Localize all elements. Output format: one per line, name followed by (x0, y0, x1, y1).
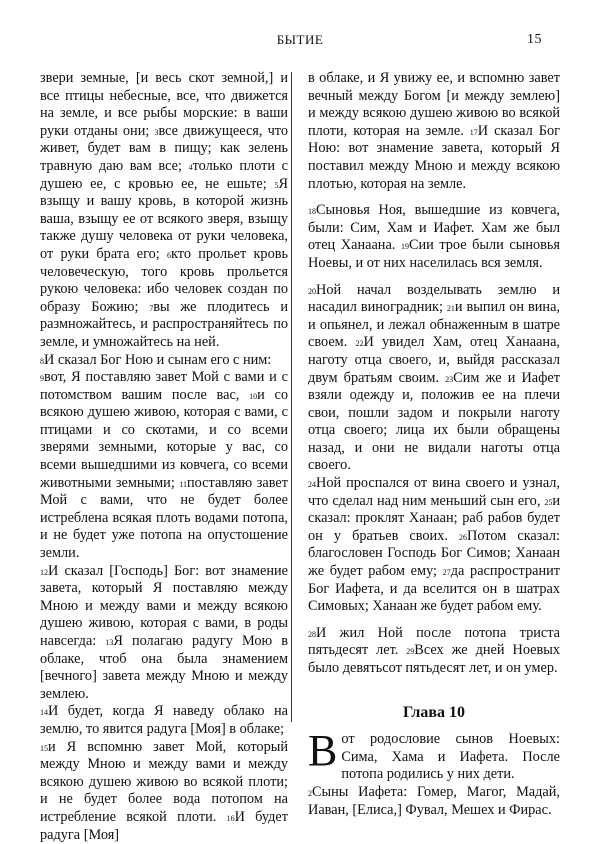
paragraph (40, 369, 288, 563)
paragraph (308, 726, 560, 784)
verse-text: и выпил он вина, и опьянел, и лежал обнаженным в шатре своем. (308, 299, 560, 351)
verse-number: 15 (40, 743, 48, 753)
verse-text: Сыны Иафета: Гомер, Магог, Мадай, Иаван, [Елиса,] Фувал, Мешех и Фирас. (308, 783, 560, 818)
verse-text: и сказал: проклят Ханаан; раб рабов будет он у братьев своих. (308, 492, 560, 544)
verse-text: Потом сказал: благословен Господь Бог Симов; Ханаан же будет рабом ему; (308, 527, 560, 580)
verse-number: 9 (40, 374, 44, 384)
verse-number: 21 (446, 304, 455, 314)
verse-number: 6 (167, 250, 172, 260)
book-title: БЫТИЕ (276, 32, 324, 47)
verse-number: 20 (308, 286, 316, 296)
verse-text: Я взыщу и вашу кровь, в которой жизнь ваша, взыщу ее от всякого зверя, взыщу также душу человека от руки человека, от руки брата его; (40, 175, 288, 262)
verse-number: 13 (105, 638, 114, 647)
verse-number: 10 (249, 391, 258, 401)
verse-number: 24 (308, 480, 316, 490)
verse-number: 7 (149, 303, 154, 313)
right-column (308, 70, 560, 819)
verse-text: поставляю завет Мой с вами, что не будет более истреблена всякая плоть водами потопа, и не будет уже потопа на опустошение земли. (40, 474, 288, 562)
verse-text: все движущееся, что живет, будет вам в пищу; как зелень травную даю вам все; (40, 122, 288, 174)
verse-text: и Я вспомню завет Мой, который между Мною и между вами и между всякою душею живою во всякой плоти; и не будет более вода потопом на истребление всякой плоти. (40, 738, 288, 825)
verse-number: 25 (544, 497, 553, 507)
verse-text: И сказал [Господь] Бог: вот знамение завета, который Я поставляю между Мною и между вами и между всякою душею живою, которая с вами, в роды навсегда: (40, 562, 288, 649)
verse-text: И жил Ной после потопа триста пятьдесят лет. (308, 624, 560, 659)
verse-text: И сказал Бог Ною: вот знамение завета, который Я поставил между Мною и между всякою плотью, которая на земле. (308, 122, 560, 192)
page-number: 15 (527, 32, 542, 47)
paragraph (40, 739, 288, 844)
paragraph (308, 784, 560, 819)
verse-number: 23 (445, 374, 454, 384)
paragraph (40, 352, 288, 370)
verse-text: вот, Я поставляю завет Мой с вами и с потомством вашим после вас, (40, 369, 288, 403)
verse-number: 16 (226, 813, 235, 823)
verse-number: 4 (188, 162, 193, 172)
verse-text: вы же плодитесь и размножайтесь, и распространяйтесь по земле, и умножайтесь на ней. (40, 298, 288, 350)
verse-number: 27 (442, 568, 451, 578)
verse-number: 26 (459, 532, 468, 542)
left-column (40, 70, 288, 844)
paragraph (308, 625, 560, 678)
verse-text: Сии трое были сыновья Ноевы, и от них населилась вся земля. (308, 237, 560, 271)
verse-text: Сим же и Иафет взяли одежду и, положив ее на плечи свои, пошли задом и покрыли наготу отца своего; лица их были обращены назад, и они не видали наготы отца своего. (308, 369, 560, 474)
verse-text: только плоти с душею ее, с кровью ее, не ешьте; (40, 157, 288, 192)
verse-number: 11 (179, 479, 188, 489)
verse-number: 18 (308, 207, 316, 217)
verse-text: в облаке, и Я увижу ее, и вспомню завет вечный между Богом [и между землею] и между всякою душею живою во всякой плоти, которая на земле. (308, 70, 560, 139)
paragraph (40, 70, 288, 352)
verse-text: И будет радуга [Моя] (40, 808, 288, 843)
verse-number: 19 (400, 242, 409, 252)
verse-text: звери земные, [и весь скот земной,] и все птицы небесные, все, что движется на земле, и все рыбы морские: в ваши руки отданы они; (40, 70, 288, 139)
verse-text: и со всякою душею живою, которая с вами, с птицами и со скотами, и со всеми зверями земными, которые у вас, со всеми вышедшими из ковчега, со всеми животными земными; (40, 386, 288, 491)
verse-number: 28 (308, 629, 316, 639)
running-head (0, 32, 600, 52)
verse-text: И сказал Бог Ною и сынам его с ним: (44, 351, 272, 368)
verse-number: 3 (154, 127, 159, 137)
verse-number: 12 (40, 567, 48, 577)
verse-text: да распространит Бог Иафета, и да вселится он в шатрах Симовых; Ханаан же будет рабом ему. (308, 563, 560, 615)
paragraph (308, 202, 560, 272)
verse-text: кто прольет кровь человеческую, того кровь прольется рукою человека: ибо человек создан по образу Божию; (40, 245, 288, 315)
paragraph (40, 563, 288, 704)
verse-number: 17 (469, 127, 478, 137)
column-divider (291, 72, 292, 722)
verse-text: Я полагаю радугу Мою в облаке, чтоб она была знамением [вечного] завета между Мною и между землею. (40, 633, 288, 702)
verse-text: И будет, когда Я наведу облако на землю, то явится радуга [Моя] в облаке; (40, 703, 288, 737)
verse-text: И увидел Хам, отец Ханаана, наготу отца своего, и, выйдя рассказал двум братьям своим. (308, 334, 560, 386)
verse-text: Ной проспался от вина своего и узнал, что сделал над ним меньший сын его, (308, 475, 560, 509)
verse-number: 14 (40, 708, 48, 718)
verse-number: 2 (308, 788, 312, 798)
verse-text: Ной начал возделывать землю и насадил виноградник; (308, 281, 560, 316)
drop-cap: В (308, 726, 338, 776)
verse-number: 22 (355, 339, 364, 349)
paragraph (308, 475, 560, 616)
chapter-title: Глава 10 (403, 703, 465, 721)
verse-number: 29 (406, 647, 415, 657)
verse-text: Сыновья Ноя, вышедшие из ковчега, были: Сим, Хам и Иафет. Хам же был отец Ханаана. (308, 202, 560, 254)
paragraph (308, 70, 560, 193)
verse-text: от родословие сынов Ноевых: Сима, Хама и Иафета. После потопа родились у них дети. (341, 731, 560, 783)
verse-number: 8 (40, 356, 44, 366)
paragraph (40, 703, 288, 738)
verse-text: Всех же дней Ноевых было девятьсот пятьдесят лет, и он умер. (308, 642, 560, 676)
paragraph (308, 282, 560, 476)
verse-number: 5 (274, 180, 279, 190)
